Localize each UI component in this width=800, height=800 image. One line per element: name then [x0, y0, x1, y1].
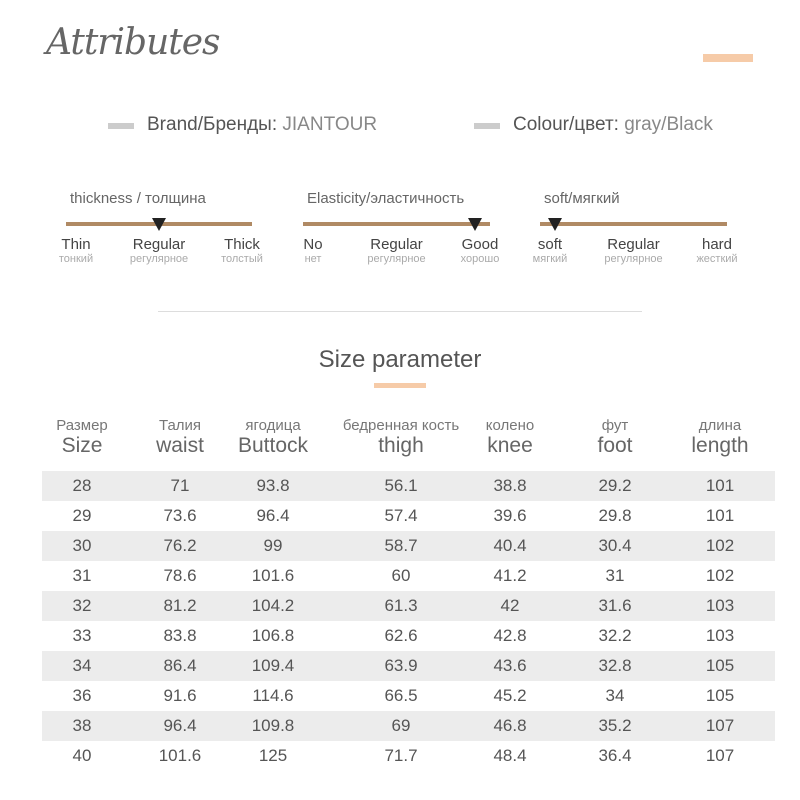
brand-label: Brand/Бренды: — [147, 114, 278, 135]
attributes-title: Attributes — [46, 22, 220, 63]
scale-label-en: hard — [701, 236, 733, 253]
scale-label-en: Thin — [61, 236, 91, 253]
table-cell: 35.2 — [598, 716, 632, 735]
scale-label-en: Thick — [224, 236, 260, 253]
header-en: foot — [597, 434, 633, 457]
table-cell: 104.2 — [251, 596, 295, 615]
table-cell: 39.6 — [493, 506, 527, 525]
table-cell: 91.6 — [163, 686, 197, 705]
table-cell: 36 — [72, 686, 92, 705]
table-cell: 28 — [72, 476, 92, 495]
table-row — [42, 621, 775, 651]
table-cell: 32 — [72, 596, 92, 615]
slider-scale-label — [352, 236, 442, 265]
table-cell: 103 — [705, 596, 735, 615]
scale-label-en: Regular — [370, 236, 423, 253]
header-ru: Размер — [56, 417, 108, 434]
table-cell: 86.4 — [163, 656, 197, 675]
table-row — [42, 501, 775, 531]
table-row — [42, 681, 775, 711]
table-row — [42, 471, 775, 501]
header-en: knee — [487, 434, 533, 457]
header-ru: фут — [601, 417, 629, 434]
table-header-cell — [655, 417, 785, 458]
table-cell: 83.8 — [163, 626, 197, 645]
slider-marker-icon — [468, 218, 482, 231]
table-cell: 107 — [705, 746, 735, 765]
table-row — [42, 651, 775, 681]
table-cell: 40.4 — [493, 536, 527, 555]
header-en: waist — [156, 434, 204, 457]
brand-attribute — [147, 114, 377, 136]
header-en: length — [691, 434, 749, 457]
table-cell: 43.6 — [493, 656, 527, 675]
table-header-cell — [208, 417, 338, 458]
table-cell: 96.4 — [256, 506, 290, 525]
slider-marker-icon — [548, 218, 562, 231]
colour-label: Colour/цвет: — [513, 114, 619, 135]
scale-label-ru: тонкий — [58, 253, 94, 265]
table-cell: 32.8 — [598, 656, 632, 675]
table-cell: 62.6 — [384, 626, 418, 645]
scale-label-ru: хорошо — [460, 253, 500, 265]
slider-scale-label — [268, 236, 358, 265]
table-cell: 102 — [705, 536, 735, 555]
table-cell: 99 — [263, 536, 283, 555]
table-cell: 40 — [72, 746, 92, 765]
table-cell: 78.6 — [163, 566, 197, 585]
slider-marker-icon — [152, 218, 166, 231]
table-cell: 60 — [391, 566, 411, 585]
table-cell: 101.6 — [251, 566, 295, 585]
table-cell: 102 — [705, 566, 735, 585]
slider-scale-label — [589, 236, 679, 265]
table-cell: 105 — [705, 656, 735, 675]
table-cell: 109.4 — [251, 656, 295, 675]
table-cell: 48.4 — [493, 746, 527, 765]
table-row — [42, 531, 775, 561]
table-cell: 45.2 — [493, 686, 527, 705]
table-cell: 71.7 — [384, 746, 418, 765]
scale-label-en: soft — [537, 236, 563, 253]
table-cell: 66.5 — [384, 686, 418, 705]
brand-value: JIANTOUR — [282, 114, 378, 135]
table-cell: 33 — [72, 626, 92, 645]
table-cell: 114.6 — [252, 686, 294, 705]
slider-title: thickness / толщина — [70, 190, 206, 207]
scale-label-ru: жесткий — [696, 253, 738, 265]
size-title-accent-bar — [374, 383, 426, 388]
table-cell: 30.4 — [598, 536, 632, 555]
table-cell: 36.4 — [598, 746, 632, 765]
table-cell: 41.2 — [493, 566, 527, 585]
table-cell: 30 — [72, 536, 92, 555]
table-row — [42, 741, 775, 771]
table-cell: 31 — [605, 566, 625, 585]
slider-track — [303, 222, 490, 226]
title-accent-bar — [703, 54, 753, 62]
scale-label-ru: нет — [304, 253, 322, 265]
table-cell: 103 — [705, 626, 735, 645]
scale-label-ru: мягкий — [532, 253, 568, 265]
table-cell: 42 — [500, 596, 520, 615]
table-cell: 73.6 — [163, 506, 197, 525]
table-cell: 31.6 — [598, 596, 632, 615]
table-cell: 61.3 — [384, 596, 418, 615]
table-row — [42, 561, 775, 591]
table-cell: 96.4 — [163, 716, 197, 735]
slider-scale-label — [114, 236, 204, 265]
scale-label-en: No — [303, 236, 323, 253]
table-cell: 101 — [705, 476, 735, 495]
table-cell: 31 — [72, 566, 92, 585]
scale-label-ru: толстый — [221, 253, 263, 265]
table-cell: 57.4 — [384, 506, 418, 525]
table-cell: 105 — [705, 686, 735, 705]
slider-scale-label — [31, 236, 121, 265]
table-cell: 29.8 — [598, 506, 632, 525]
size-parameter-title: Size parameter — [318, 346, 482, 373]
table-cell: 125 — [258, 746, 288, 765]
table-cell: 81.2 — [163, 596, 197, 615]
slider-scale-label — [672, 236, 762, 265]
table-cell: 34 — [72, 656, 92, 675]
scale-label-ru: регулярное — [367, 253, 426, 265]
table-cell: 29 — [72, 506, 92, 525]
slider-title: Elasticity/эластичность — [307, 190, 465, 207]
scale-label-ru: регулярное — [604, 253, 663, 265]
table-cell: 29.2 — [598, 476, 632, 495]
header-ru: длина — [698, 417, 742, 434]
table-cell: 76.2 — [163, 536, 197, 555]
slider-scale-label — [505, 236, 595, 265]
colour-value: gray/Black — [624, 114, 713, 135]
scale-label-en: Regular — [607, 236, 660, 253]
table-cell: 69 — [391, 716, 411, 735]
table-cell: 106.8 — [251, 626, 295, 645]
table-cell: 109.8 — [251, 716, 295, 735]
colour-dash — [474, 123, 500, 129]
table-cell: 56.1 — [384, 476, 418, 495]
table-cell: 93.8 — [256, 476, 290, 495]
scale-label-ru: регулярное — [129, 253, 189, 265]
table-cell: 32.2 — [598, 626, 632, 645]
table-cell: 42.8 — [493, 626, 527, 645]
scale-label-en: Regular — [132, 236, 186, 253]
table-row — [42, 591, 775, 621]
table-cell: 71 — [170, 476, 190, 495]
scale-label-en: Good — [461, 236, 499, 253]
table-cell: 58.7 — [384, 536, 418, 555]
header-ru: Талия — [158, 417, 202, 434]
header-en: Buttock — [237, 434, 309, 457]
slider-track — [540, 222, 727, 226]
brand-dash — [108, 123, 134, 129]
header-en: thigh — [378, 434, 424, 457]
table-cell: 101 — [705, 506, 735, 525]
header-ru: ягодица — [245, 417, 301, 434]
table-cell: 34 — [605, 686, 625, 705]
header-ru: колено — [485, 417, 535, 434]
header-ru: бедренная кость — [342, 417, 460, 434]
section-divider — [158, 311, 642, 312]
slider-title: soft/мягкий — [544, 190, 620, 207]
table-cell: 101.6 — [158, 746, 202, 765]
table-cell: 63.9 — [384, 656, 418, 675]
table-cell: 38.8 — [493, 476, 527, 495]
table-row — [42, 711, 775, 741]
table-cell: 46.8 — [493, 716, 527, 735]
header-en: Size — [61, 434, 103, 457]
table-cell: 38 — [72, 716, 92, 735]
colour-attribute — [513, 114, 713, 136]
table-cell: 107 — [705, 716, 735, 735]
